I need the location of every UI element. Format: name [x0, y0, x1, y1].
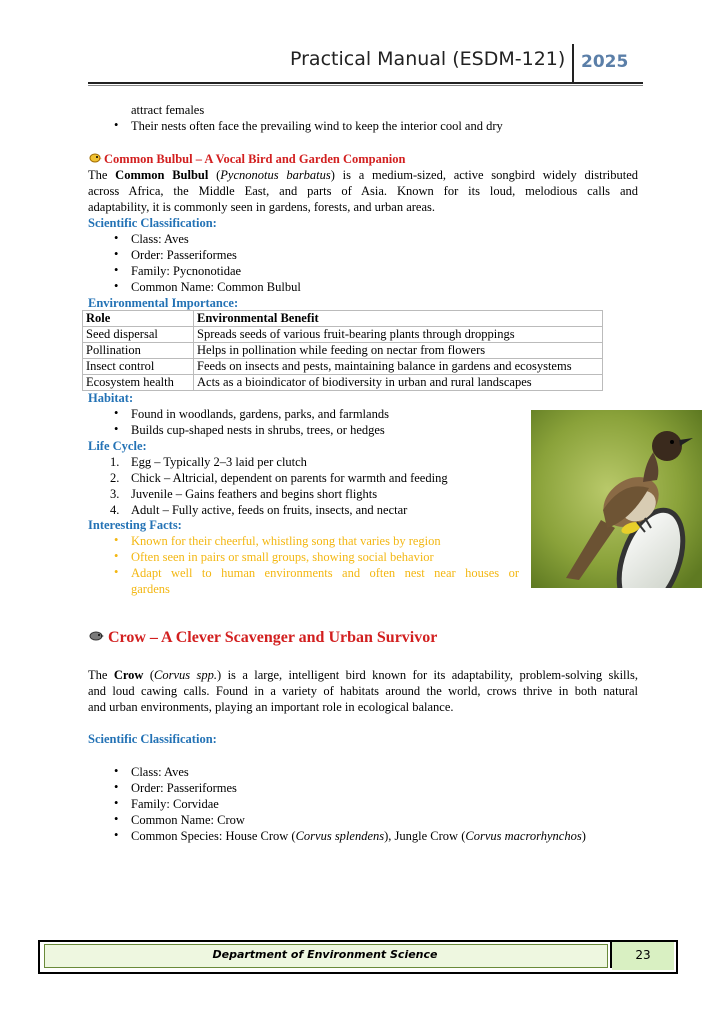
bulbul-paragraph-line-1: The Common Bulbul (Pycnonotus barbatus) is a medium-sized, active songbird widely distributed	[88, 168, 638, 182]
subheading-life-cycle: Life Cycle:	[88, 439, 147, 453]
table-cell: Acts as a bioindicator of biodiversity in urban and rural landscapes	[194, 375, 603, 391]
table-row	[83, 327, 603, 343]
bulbul-photo	[531, 410, 702, 588]
page-header-title: Practical Manual (ESDM-121)	[290, 48, 566, 70]
classification-item-species: Common Species: House Crow (Corvus splendens), Jungle Crow (Corvus macrorhynchos)	[131, 829, 586, 843]
crow-paragraph-line-3: and urban environments, playing an important role in ecological balance.	[88, 700, 454, 714]
subheading-environmental-importance: Environmental Importance:	[88, 296, 239, 310]
bulbul-paragraph-line-2: across Africa, the Middle East, and parts of Asia. Known for its loud, melodious calls and	[88, 184, 638, 198]
page-number: 23	[635, 948, 651, 962]
table-header-cell: Environmental Benefit	[194, 311, 603, 327]
bullet	[114, 812, 126, 827]
table-header-row	[83, 311, 603, 327]
section-heading-crow: Crow – A Clever Scavenger and Urban Survivor	[108, 629, 438, 646]
header-rule	[88, 82, 643, 84]
table-cell: Insect control	[83, 359, 194, 375]
list-number: 4.	[110, 503, 120, 517]
bullet	[114, 565, 126, 580]
fact-item: Known for their cheerful, whistling song that varies by region	[131, 534, 441, 548]
footer-department: Department of Environment Science	[212, 948, 438, 961]
bullet	[114, 422, 126, 437]
bullet	[114, 406, 126, 421]
classification-item: Order: Passeriformes	[131, 248, 237, 262]
table-cell: Ecosystem health	[83, 375, 194, 391]
bulbul-paragraph-line-3: adaptability, it is commonly seen in gardens, forests, and urban areas.	[88, 200, 436, 214]
bird-icon	[88, 152, 102, 164]
life-cycle-item: Chick – Altricial, dependent on parents for warmth and feeding	[131, 471, 448, 485]
subheading-interesting-facts: Interesting Facts:	[88, 518, 182, 532]
bullet	[114, 533, 126, 548]
environmental-importance-table	[82, 310, 603, 391]
table-cell: Helps in pollination while feeding on nectar from flowers	[194, 343, 603, 359]
bullet	[114, 247, 126, 262]
habitat-item: Builds cup-shaped nests in shrubs, trees, or hedges	[131, 423, 385, 437]
table-row	[83, 343, 603, 359]
table-cell: Spreads seeds of various fruit-bearing plants through droppings	[194, 327, 603, 343]
bullet	[114, 231, 126, 246]
habitat-item: Found in woodlands, gardens, parks, and farmlands	[131, 407, 389, 421]
bullet	[114, 780, 126, 795]
table-cell: Seed dispersal	[83, 327, 194, 343]
life-cycle-item: Egg – Typically 2–3 laid per clutch	[131, 455, 307, 469]
section-heading-bulbul: Common Bulbul – A Vocal Bird and Garden Companion	[104, 152, 406, 166]
header-rule-thin	[88, 85, 643, 86]
table-cell: Feeds on insects and pests, maintaining balance in gardens and ecosystems	[194, 359, 603, 375]
classification-item: Common Name: Crow	[131, 813, 245, 827]
list-number: 2.	[110, 471, 120, 485]
list-number: 3.	[110, 487, 120, 501]
bullet	[114, 828, 126, 843]
crow-paragraph-line-2: and loud cawing calls. Found in a variety of habitats around the world, crows thrive in both natural	[88, 684, 638, 698]
table-row	[83, 375, 603, 391]
table-header-cell: Role	[83, 311, 194, 327]
classification-item: Order: Passeriformes	[131, 781, 237, 795]
table-row	[83, 359, 603, 375]
bullet	[114, 118, 126, 133]
bullet	[114, 796, 126, 811]
classification-item: Common Name: Common Bulbul	[131, 280, 301, 294]
bullet	[114, 764, 126, 779]
intro-line-continued: attract females	[131, 103, 205, 117]
bullet	[114, 263, 126, 278]
classification-item: Family: Corvidae	[131, 797, 219, 811]
intro-line: Their nests often face the prevailing wind to keep the interior cool and dry	[131, 119, 503, 133]
classification-item: Class: Aves	[131, 765, 189, 779]
list-number: 1.	[110, 455, 120, 469]
subheading-scientific-classification: Scientific Classification:	[88, 732, 217, 746]
classification-item: Family: Pycnonotidae	[131, 264, 242, 278]
header-divider	[572, 44, 574, 82]
subheading-habitat: Habitat:	[88, 391, 134, 405]
life-cycle-item: Adult – Fully active, feeds on fruits, insects, and nectar	[131, 503, 408, 517]
fact-item: Often seen in pairs or small groups, showing social behavior	[131, 550, 434, 564]
classification-item: Class: Aves	[131, 232, 189, 246]
fact-item: Adapt well to human environments and often nest near houses or	[131, 566, 519, 580]
crow-paragraph-line-1: The Crow (Corvus spp.) is a large, intelligent bird known for its adaptability, problem-solving skills,	[88, 668, 638, 682]
bird-icon	[88, 630, 104, 642]
fact-item-continued: gardens	[131, 582, 170, 596]
subheading-scientific-classification: Scientific Classification:	[88, 216, 217, 230]
bullet	[114, 279, 126, 294]
page-header-year: 2025	[581, 52, 629, 72]
life-cycle-item: Juvenile – Gains feathers and begins short flights	[131, 487, 378, 501]
table-cell: Pollination	[83, 343, 194, 359]
bullet	[114, 549, 126, 564]
